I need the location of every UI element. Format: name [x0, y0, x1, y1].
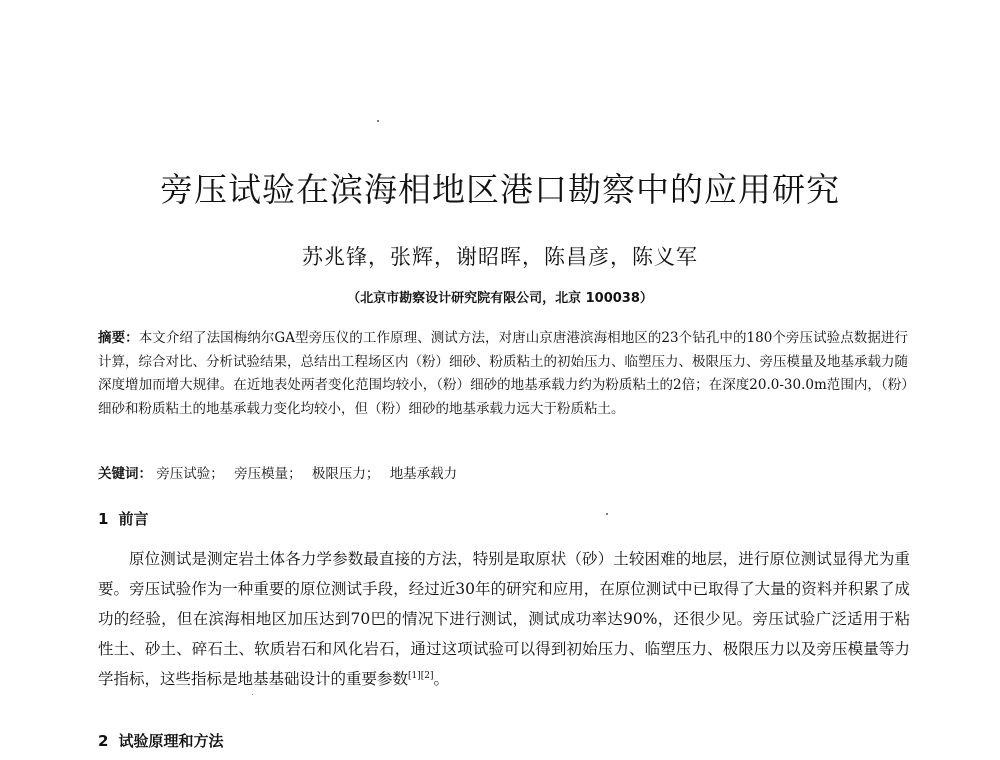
abstract-text: 本文介绍了法国梅纳尔GA型旁压仪的工作原理、测试方法，对唐山京唐港滨海相地区的23个钻孔中的180个旁压试验点数据进行计算，综合对比、分析试验结果，总结出工程场区内（粉）细砂、粉质粘土的初始压力、临塑压力、极限压力、旁压模量及地基承载力随深度增加而增大规律。在近地表处两者变化范围均较小，（粉）细砂的地基承载力约为粉质粘土的2倍；在深度20.0-30.0m范围内，（粉）细砂和粉质粘土的地基承载力变化均较小，但（粉）细砂的地基承载力远大于粉质粘土。	[98, 330, 909, 417]
section-number: 1	[98, 510, 109, 528]
keywords-label: 关键词：	[98, 466, 152, 482]
citation-reference: [1][2]	[408, 670, 434, 681]
section-number: 2	[98, 732, 109, 750]
scan-speck	[252, 694, 253, 695]
scan-speck	[377, 120, 379, 122]
keywords	[98, 463, 908, 485]
affiliation: （北京市勘察设计研究院有限公司，北京 100038）	[347, 291, 653, 306]
abstract	[98, 327, 908, 421]
scan-speck	[606, 513, 608, 515]
paragraph-end: 。	[433, 670, 450, 688]
section-title: 前言	[118, 510, 149, 528]
keyword: 旁压模量；	[234, 466, 302, 482]
section-title: 试验原理和方法	[118, 732, 224, 750]
paragraph-text: 原位测试是测定岩土体各力学参数最直接的方法，特别是取原状（砂）土较困难的地层，进行原位测试显得尤为重要。旁压试验作为一种重要的原位测试手段，经过近30年的研究和应用，在原位测试中已取得了大量的资料并积累了成功的经验，但在滨海相地区加压达到70巴的情况下进行测试，测试成功率达90%，还很少见。旁压试验广泛适用于粘性土、砂土、碎石土、软质岩石和风化岩石，通过这项试验可以得到初始压力、临塑压力、极限压力以及旁压模量等力学指标，这些指标是地基基础设计的重要参数	[98, 550, 910, 688]
introduction-paragraph	[98, 544, 910, 694]
abstract-label: 摘要：	[98, 330, 139, 346]
keyword: 极限压力；	[311, 466, 380, 482]
section-heading-method	[98, 730, 223, 752]
keyword: 旁压试验；	[156, 466, 224, 482]
author-list: 苏兆锋，张辉，谢昭晖，陈昌彦，陈义军	[302, 245, 698, 269]
paper-title: 旁压试验在滨海相地区港口勘察中的应用研究	[160, 170, 840, 209]
keyword: 地基承载力	[389, 466, 458, 482]
section-heading-introduction	[98, 508, 148, 530]
